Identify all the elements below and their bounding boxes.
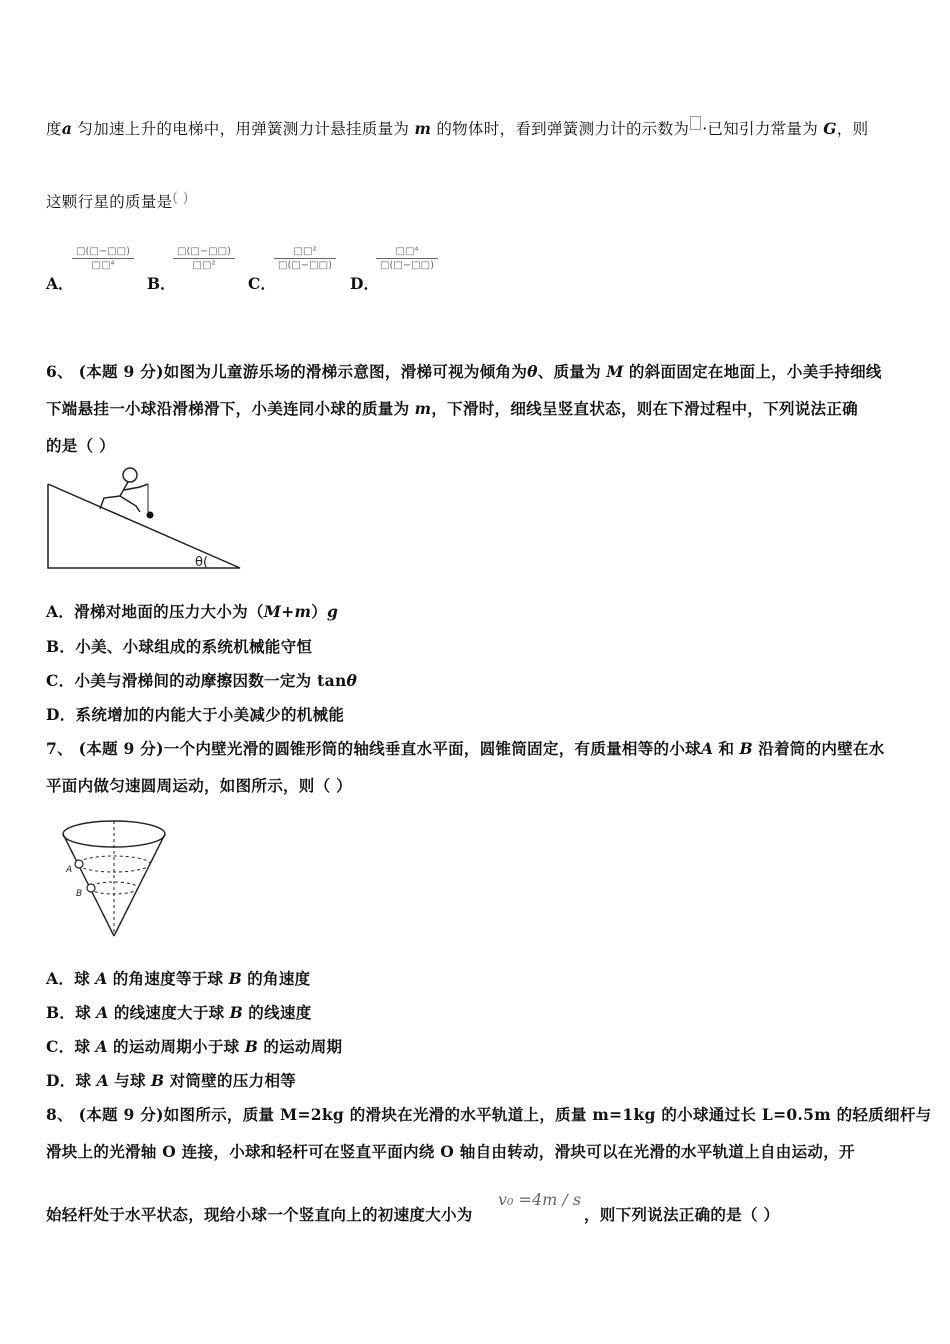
q7-option-text: 球 (75, 1071, 92, 1090)
q6-option-a-var: M+m (263, 602, 312, 621)
formula-numerator: □(□−□□) (76, 246, 130, 257)
q5-text: ·已知引力常量为 (702, 120, 819, 138)
q6-var-M: M (606, 362, 624, 381)
ball-a-icon (75, 860, 83, 868)
q5-text: 的物体时，看到弹簧测力计的示数为 (436, 120, 690, 138)
fraction-bar (376, 258, 438, 259)
q7-text: 平面内做匀速圆周运动，如图所示，则（ ） (46, 776, 352, 795)
formula-denominator: □(□−□□) (278, 260, 332, 271)
q5-answer-paren: ( ) (172, 190, 189, 206)
q7-option-text: 对筒壁的压力相等 (169, 1071, 297, 1090)
q8-line2 (46, 1140, 855, 1162)
q7-option-text: 的线速度 (248, 1003, 312, 1022)
q6-option-c-label: C． (46, 671, 75, 690)
q7-option-c-label: C． (46, 1037, 75, 1056)
q5-var-m: m (414, 119, 432, 138)
q7-option-text: 的线速度大于球 (113, 1003, 225, 1022)
q6-option-d (46, 703, 344, 725)
q7-option-var: B (244, 1037, 259, 1056)
formula-denominator: □□⁴ (91, 260, 115, 271)
q8-line3-tail (584, 1203, 779, 1225)
q7-option-text: 的运动周期小于球 (113, 1037, 240, 1056)
q7-option-text: 的角速度等于球 (112, 969, 224, 988)
q7-option-text: 球 (74, 1037, 91, 1056)
slide-incline (48, 484, 240, 568)
q5-option-c-formula (274, 246, 336, 271)
q5-var-G: G (823, 119, 837, 138)
q6-text: 6、 (本题 9 分)如图为儿童游乐场的滑梯示意图，滑梯可视为倾角为 (46, 362, 528, 381)
ball-b-label: B (76, 889, 83, 899)
q8-text: ，则下列说法正确的是（ ） (584, 1205, 780, 1224)
q5-text: 度 (46, 120, 62, 138)
formula-denominator: □(□−□□) (380, 260, 434, 271)
fraction-bar (274, 258, 336, 259)
person-leg (100, 496, 120, 509)
q8-initial-velocity-formula: v₀ =4m / s (498, 1190, 582, 1209)
q6-option-d-text: 系统增加的内能大于小美减少的机械能 (75, 705, 345, 724)
q8-line1 (46, 1103, 931, 1125)
q7-option-d (46, 1069, 296, 1091)
q7-line1 (46, 737, 885, 759)
q6-option-a-var-g: g (327, 602, 339, 621)
q5-option-a-label: A． (46, 274, 74, 293)
q7-option-b-label: B． (46, 1003, 76, 1022)
q7-option-var: A (96, 1003, 109, 1022)
q6-text: 的斜面固定在地面上，小美手持细线 (628, 362, 882, 381)
q5-text: 匀加速上升的电梯中，用弹簧测力计悬挂质量为 (77, 120, 410, 138)
fraction-bar (72, 258, 134, 259)
person-leg (120, 496, 140, 512)
q7-text: 沿着筒的内壁在水 (758, 739, 885, 758)
q7-option-var: A (95, 969, 108, 988)
q6-option-c (46, 669, 357, 691)
q5-text: 这颗行星的质量是 (46, 193, 173, 211)
q6-text: 下端悬挂一小球沿滑梯滑下，小美连同小球的质量为 (46, 399, 410, 418)
q6-line1 (46, 360, 882, 382)
q7-option-text: 的角速度 (247, 969, 311, 988)
q7-option-a-label: A． (46, 969, 75, 988)
ball-b-icon (87, 884, 95, 892)
q6-option-b (46, 635, 312, 657)
q6-option-a-text: ） (311, 602, 328, 621)
formula-denominator: □□² (192, 260, 216, 271)
q8-text: 始轻杆处于水平状态，现给小球一个竖直向上的初速度大小为 (46, 1205, 473, 1224)
q7-var-A: A (700, 739, 714, 758)
person-arm (124, 484, 148, 490)
q5-text: ，则 (836, 120, 869, 138)
q7-option-text: 球 (74, 969, 90, 988)
q8-text: 8、 (本题 9 分)如图所示，质量 M=2kg 的滑块在光滑的水平轨道上，质量 m=1kg 的小球通过长 L=0.5m 的轻质细杆与 (46, 1105, 932, 1124)
q7-option-b (46, 1001, 312, 1023)
q7-text: 7、 (本题 9 分)一个内壁光滑的圆锥形筒的轴线垂直水平面，圆锥筒固定，有质量相等的小球 (46, 739, 701, 758)
q5-option-d-formula (376, 246, 438, 271)
q5-line1 (46, 116, 868, 139)
q6-option-c-var: θ (346, 671, 358, 690)
q6-option-a-label: A． (46, 602, 75, 621)
q6-line3 (46, 434, 115, 456)
q5-option-b-formula (173, 246, 235, 271)
fraction-bar (173, 258, 235, 259)
q5-line2 (46, 190, 189, 212)
person-head-icon (123, 468, 137, 482)
q7-line2 (46, 774, 352, 796)
q7-option-d-label: D． (46, 1071, 76, 1090)
missing-glyph-icon (690, 116, 701, 130)
q7-text: 和 (718, 739, 735, 758)
q7-option-var: A (96, 1071, 109, 1090)
ball-icon (147, 512, 154, 519)
q7-option-c (46, 1035, 342, 1057)
formula-numerator: □(□−□□) (177, 246, 231, 257)
q7-option-text: 球 (75, 1003, 92, 1022)
q5-var-a: a (61, 119, 73, 138)
q8-line3 (46, 1203, 473, 1225)
ball-a-label: A (66, 865, 73, 875)
q6-option-c-text: 小美与滑梯间的动摩擦因数一定为 tan (74, 671, 347, 690)
q7-option-text: 的运动周期 (263, 1037, 343, 1056)
q5-option-d-label: D． (350, 274, 379, 293)
q6-slide-figure (44, 462, 248, 574)
q6-option-a-text: 滑梯对地面的压力大小为（ (74, 602, 264, 621)
q7-cone-figure (44, 806, 194, 946)
q6-option-a (46, 600, 338, 622)
q6-var-m: m (414, 399, 432, 418)
q7-option-var: B (151, 1071, 165, 1090)
angle-theta-label: θ( (195, 555, 209, 570)
q5-option-b-label: B． (147, 274, 176, 293)
q6-text: 、质量为 (537, 362, 601, 381)
q6-line2 (46, 397, 858, 419)
q7-option-var: B (229, 1003, 244, 1022)
q7-option-var: A (95, 1037, 108, 1056)
q7-option-var: B (228, 969, 242, 988)
formula-numerator: □□² (293, 246, 317, 257)
q5-option-c-label: C． (248, 274, 276, 293)
cone-wall (114, 834, 165, 936)
q6-option-d-label: D． (46, 705, 76, 724)
q6-text: 的是（ ） (46, 436, 115, 455)
q6-option-b-label: B． (46, 637, 76, 656)
q7-var-B: B (739, 739, 753, 758)
formula-numerator: □□⁴ (395, 246, 419, 257)
q6-option-b-text: 小美、小球组成的系统机械能守恒 (75, 637, 313, 656)
q8-text: 滑块上的光滑轴 O 连接，小球和轻杆可在竖直平面内绕 O 轴自由转动，滑块可以在光滑的水平轨道上自由运动，开 (46, 1142, 855, 1161)
q5-option-a-formula (72, 246, 134, 271)
q6-var-theta: θ (527, 362, 538, 381)
q7-option-text: 与球 (114, 1071, 146, 1090)
q6-text: ，下滑时，细线呈竖直状态，则在下滑过程中，下列说法正确 (431, 399, 858, 418)
q7-option-a (46, 967, 310, 989)
